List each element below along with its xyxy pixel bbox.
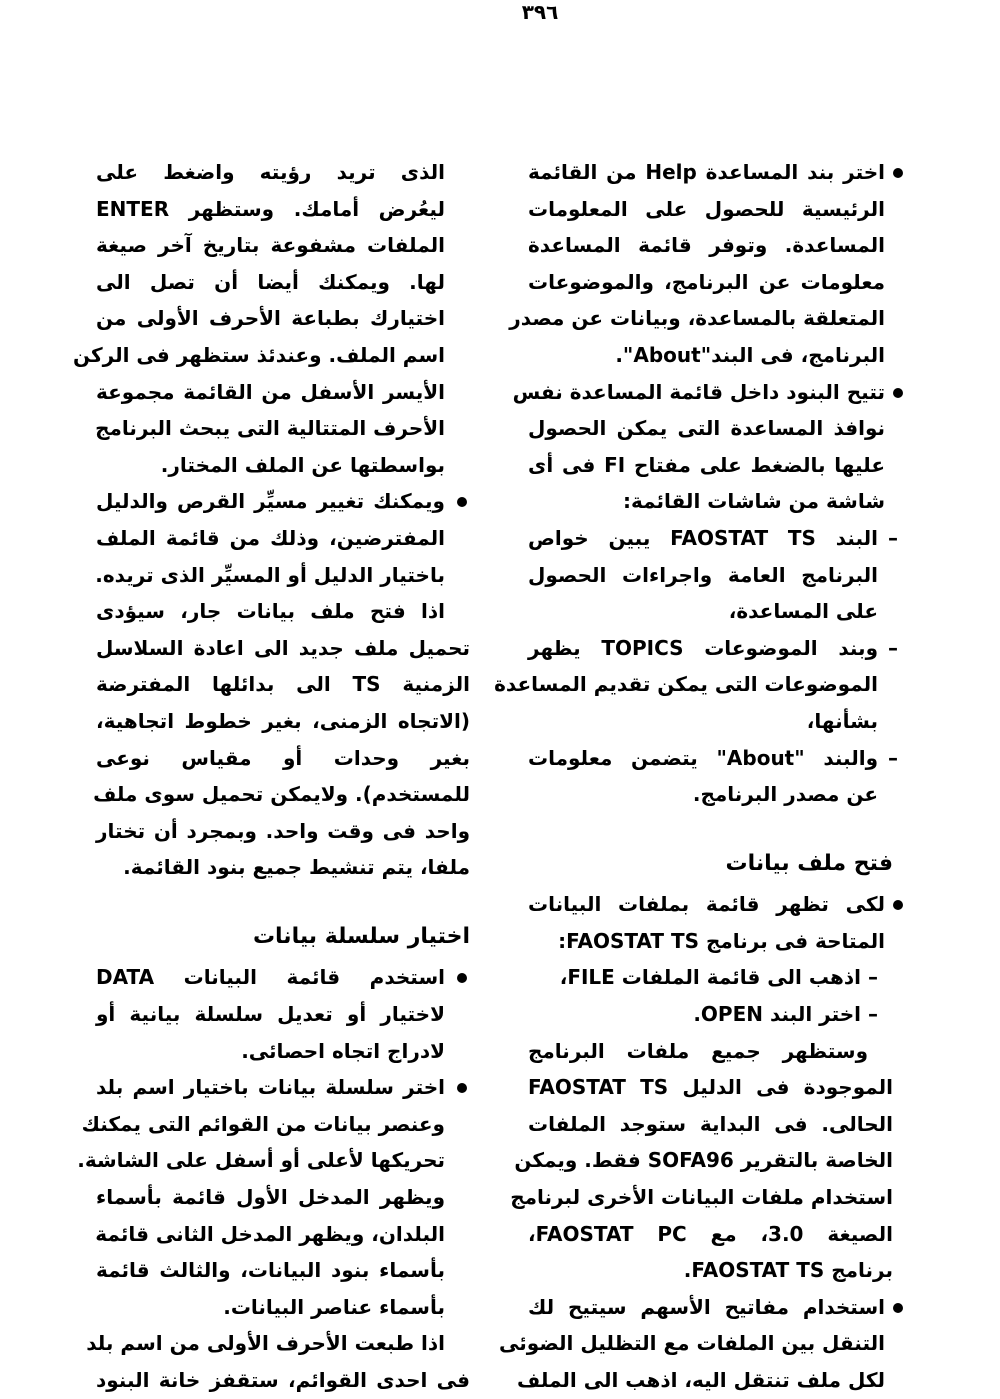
line-text: البند FAOSTAT TS يبين خواص bbox=[528, 525, 878, 550]
line-text: معلومات عن البرنامج، والموضوعات bbox=[528, 269, 885, 294]
line-text: للمستخدم). ولايمكن تحميل سوى ملف bbox=[93, 782, 470, 807]
line-text: الأحرف المتتالية التى يبحث البرنامج bbox=[95, 416, 445, 441]
list-continuation-line bbox=[528, 447, 900, 484]
line-text: الزمنية TS الى بدائلها المفترضة bbox=[96, 672, 470, 697]
line-text: لكل ملف تنتقل اليه، اذهب الى الملف bbox=[517, 1368, 885, 1392]
line-text: الخاصة بالتقرير SOFA96 فقط. ويمكن bbox=[514, 1148, 893, 1173]
line-text: استخدام ملفات البيانات الأخرى لبرنامج bbox=[510, 1185, 893, 1210]
sub-step-line bbox=[528, 959, 900, 996]
line-text: فتح ملف بيانات bbox=[725, 850, 893, 876]
dash-item-line bbox=[528, 520, 900, 557]
bullet-icon bbox=[893, 168, 903, 178]
paragraph-line bbox=[96, 703, 472, 740]
line-text: الذى تريد رؤيته واضغط على bbox=[96, 160, 445, 184]
line-text: الصيغة 3.0، مع FAOSTAT PC، bbox=[528, 1221, 893, 1246]
bullet-icon bbox=[457, 497, 467, 507]
list-continuation-line bbox=[96, 1033, 472, 1070]
line-text: لكى تظهر قائمة بملفات البيانات bbox=[528, 892, 885, 917]
paragraph-line bbox=[96, 630, 472, 667]
list-continuation-line bbox=[96, 264, 472, 301]
line-text: تتيح البنود داخل قائمة المساعدة نفس bbox=[512, 379, 885, 404]
list-continuation-line bbox=[77, 1142, 472, 1179]
bullet-item-line bbox=[528, 886, 900, 923]
line-text: ليعُرض أمامك. وستظهر ENTER bbox=[96, 196, 445, 221]
list-continuation-line bbox=[528, 923, 900, 960]
line-text: لاختيار أو تعديل سلسلة بيانية أو bbox=[96, 1002, 445, 1027]
paragraph-first-line bbox=[96, 593, 472, 630]
line-text: البلدان، ويظهر المدخل الثانى قائمة bbox=[95, 1221, 445, 1246]
line-text: وستظهر جميع ملفات البرنامج bbox=[528, 1038, 868, 1063]
list-continuation-line bbox=[499, 1325, 900, 1362]
paragraph-line bbox=[528, 1216, 900, 1253]
line-text: ويظهر المدخل الأول قائمة بأسماء bbox=[96, 1185, 445, 1210]
line-text: – اذهب الى قائمة الملفات FILE، bbox=[559, 965, 878, 990]
paragraph-first-line bbox=[86, 1325, 472, 1362]
list-continuation-line bbox=[528, 483, 900, 520]
list-continuation-line bbox=[96, 1252, 472, 1289]
paragraph-line bbox=[96, 849, 472, 886]
paragraph-line bbox=[528, 1252, 900, 1289]
line-text: واحد فى وقت واحد. وبمجرد أن تختار bbox=[96, 818, 470, 843]
line-text: الموجودة فى الدليل FAOSTAT TS bbox=[528, 1075, 894, 1100]
line-text: تحميل ملف جديد الى اعادة السلاسل bbox=[96, 635, 470, 660]
line-text: بواسطتها عن الملف المختار. bbox=[160, 452, 445, 477]
line-text: لادراج اتجاه احصائى. bbox=[241, 1038, 445, 1063]
line-text: استخدم قائمة البيانات DATA bbox=[96, 965, 445, 990]
dash-continuation-line bbox=[528, 557, 900, 594]
line-text: اختيار سلسلة بيانات bbox=[252, 923, 470, 949]
line-text: برنامج FAOSTAT TS. bbox=[683, 1258, 893, 1283]
line-text: البرنامج، فى البند"About". bbox=[615, 342, 885, 367]
line-text: بأسماء عناصر البيانات. bbox=[223, 1294, 445, 1319]
left-column bbox=[73, 154, 472, 1399]
line-text: التنقل بين الملفات مع التظليل الضوئى bbox=[499, 1331, 885, 1356]
line-text: الأيسر الأسفل من القائمة مجموعة bbox=[96, 379, 445, 404]
paragraph-line bbox=[528, 1106, 900, 1143]
bullet-icon bbox=[893, 900, 903, 910]
dash-icon: – bbox=[888, 635, 898, 660]
list-continuation-line bbox=[96, 1216, 472, 1253]
paragraph-line bbox=[96, 1362, 472, 1399]
list-continuation-line bbox=[73, 337, 472, 374]
paragraph-line bbox=[528, 1069, 900, 1106]
list-continuation-line bbox=[96, 227, 472, 264]
list-continuation-line bbox=[528, 191, 900, 228]
line-text: المفترضين، وذلك من قائمة الملف bbox=[96, 525, 445, 550]
paragraph-line bbox=[510, 1179, 900, 1216]
list-continuation-line bbox=[96, 557, 472, 594]
line-text: استخدام مفاتيح الأسهم سيتيح لك bbox=[528, 1294, 885, 1319]
line-text: اختر بند المساعدة Help من القائمة bbox=[528, 160, 885, 184]
list-continuation-line bbox=[96, 996, 472, 1033]
list-continuation-line bbox=[96, 520, 472, 557]
line-text: اذا فتح ملف بيانات جار، سيؤدى bbox=[96, 599, 445, 624]
bullet-item-line bbox=[96, 483, 472, 520]
line-text: وعنصر بيانات من القوائم التى يمكنك bbox=[81, 1111, 445, 1136]
line-text: المتعلقة بالمساعدة، وبيانات عن مصدر bbox=[509, 306, 885, 331]
line-text: المتاحة فى برنامج FAOSTAT TS: bbox=[558, 928, 885, 953]
line-text: بشأنها، bbox=[806, 708, 878, 733]
list-continuation-line bbox=[528, 227, 900, 264]
line-text: تحريكها لأعلى أو أسفل على الشاشة. bbox=[77, 1148, 445, 1173]
line-text: نوافذ المساعدة التى يمكن الحصول bbox=[528, 416, 885, 441]
dash-continuation-line bbox=[528, 703, 900, 740]
dash-icon: – bbox=[888, 745, 898, 770]
line-text: شاشة من شاشات القائمة: bbox=[622, 489, 885, 514]
dash-item-line bbox=[528, 740, 900, 777]
line-text: ملفا، يتم تنشيط جميع بنود القائمة. bbox=[123, 855, 470, 880]
list-continuation-line bbox=[528, 410, 900, 447]
paragraph-line bbox=[93, 776, 472, 813]
list-continuation-line bbox=[96, 410, 472, 447]
bullet-item-line bbox=[528, 154, 900, 191]
line-text: بغير وحدات أو مقياس نوعى bbox=[96, 745, 470, 770]
bullet-item-line bbox=[512, 374, 900, 411]
paragraph-first-line bbox=[528, 1033, 900, 1070]
line-text: اختر سلسلة بيانات باختيار اسم بلد bbox=[96, 1075, 445, 1100]
list-continuation-line bbox=[96, 447, 472, 484]
page-number: ٣٩٦ bbox=[521, 0, 559, 24]
line-text: البرنامج العامة واجراءات الحصول bbox=[528, 562, 878, 587]
paragraph-line bbox=[96, 813, 472, 850]
line-text: الرئيسية للحصول على المعلومات bbox=[528, 196, 885, 221]
dash-continuation-line bbox=[528, 593, 900, 630]
dash-continuation-line bbox=[528, 776, 900, 813]
line-text: الملفات مشفوعة بتاريخ آخر صيغة bbox=[96, 233, 445, 258]
list-continuation-line bbox=[96, 374, 472, 411]
bullet-icon bbox=[893, 1303, 903, 1313]
line-text: الموضوعات التى يمكن تقديم المساعدة bbox=[494, 672, 878, 697]
bullet-item-line bbox=[96, 1069, 472, 1106]
line-text: بأسماء بنود البيانات، والثالث قائمة bbox=[96, 1258, 445, 1283]
paragraph-line bbox=[96, 740, 472, 777]
line-text: اختيارك بطباعة الأحرف الأولى من bbox=[96, 306, 445, 331]
line-text: عن مصدر البرنامج. bbox=[692, 782, 878, 807]
list-continuation-line bbox=[517, 1362, 900, 1399]
dash-continuation-line bbox=[494, 666, 900, 703]
bullet-icon bbox=[457, 973, 467, 983]
line-text: باختيار الدليل أو المسيِّر الذى تريده. bbox=[95, 562, 445, 587]
sub-step-line bbox=[528, 996, 900, 1033]
list-continuation-line bbox=[96, 1289, 472, 1326]
line-text: المساعدة. وتوفر قائمة المساعدة bbox=[528, 233, 885, 258]
list-continuation-line bbox=[96, 300, 472, 337]
section-heading bbox=[528, 846, 900, 883]
line-text: – اختر البند OPEN. bbox=[693, 1002, 878, 1027]
line-text: وبند الموضوعات TOPICS يظهر bbox=[528, 635, 878, 660]
line-text: ويمكنك تغيير مسيِّر القرص والدليل bbox=[96, 489, 445, 514]
line-text: الحالى. فى البداية ستوجد الملفات bbox=[528, 1111, 893, 1136]
line-text: والبند "About" يتضمن معلومات bbox=[528, 745, 879, 770]
line-text: (الاتجاه الزمنى، بغير خطوط اتجاهية، bbox=[96, 708, 470, 733]
list-continuation-line bbox=[81, 1106, 472, 1143]
dash-icon: – bbox=[888, 525, 898, 550]
bullet-icon bbox=[457, 1083, 467, 1093]
list-continuation-line bbox=[528, 264, 900, 301]
line-text: على المساعدة، bbox=[728, 599, 878, 624]
right-column bbox=[494, 154, 900, 1399]
section-heading bbox=[96, 919, 472, 956]
bullet-icon bbox=[893, 388, 903, 398]
paragraph-line bbox=[96, 666, 472, 703]
paragraph-line bbox=[514, 1142, 900, 1179]
line-text: عليها بالضغط على مفتاح FI فى أى bbox=[528, 452, 885, 477]
line-text: فى احدى القوائم، ستقفز خانة البنود bbox=[96, 1368, 470, 1392]
list-continuation-line bbox=[96, 154, 472, 191]
list-continuation-line bbox=[96, 1179, 472, 1216]
list-continuation-line bbox=[509, 300, 900, 337]
bullet-item-line bbox=[96, 959, 472, 996]
dash-item-line bbox=[528, 630, 900, 667]
line-text: لها. ويمكنك أيضا أن تصل الى bbox=[96, 269, 445, 294]
line-text: اذا طبعت الأحرف الأولى من اسم بلد bbox=[86, 1331, 445, 1356]
line-text: اسم الملف. وعندئذ ستظهر فى الركن bbox=[73, 342, 445, 367]
list-continuation-line bbox=[528, 337, 900, 374]
list-continuation-line bbox=[96, 191, 472, 228]
bullet-item-line bbox=[528, 1289, 900, 1326]
